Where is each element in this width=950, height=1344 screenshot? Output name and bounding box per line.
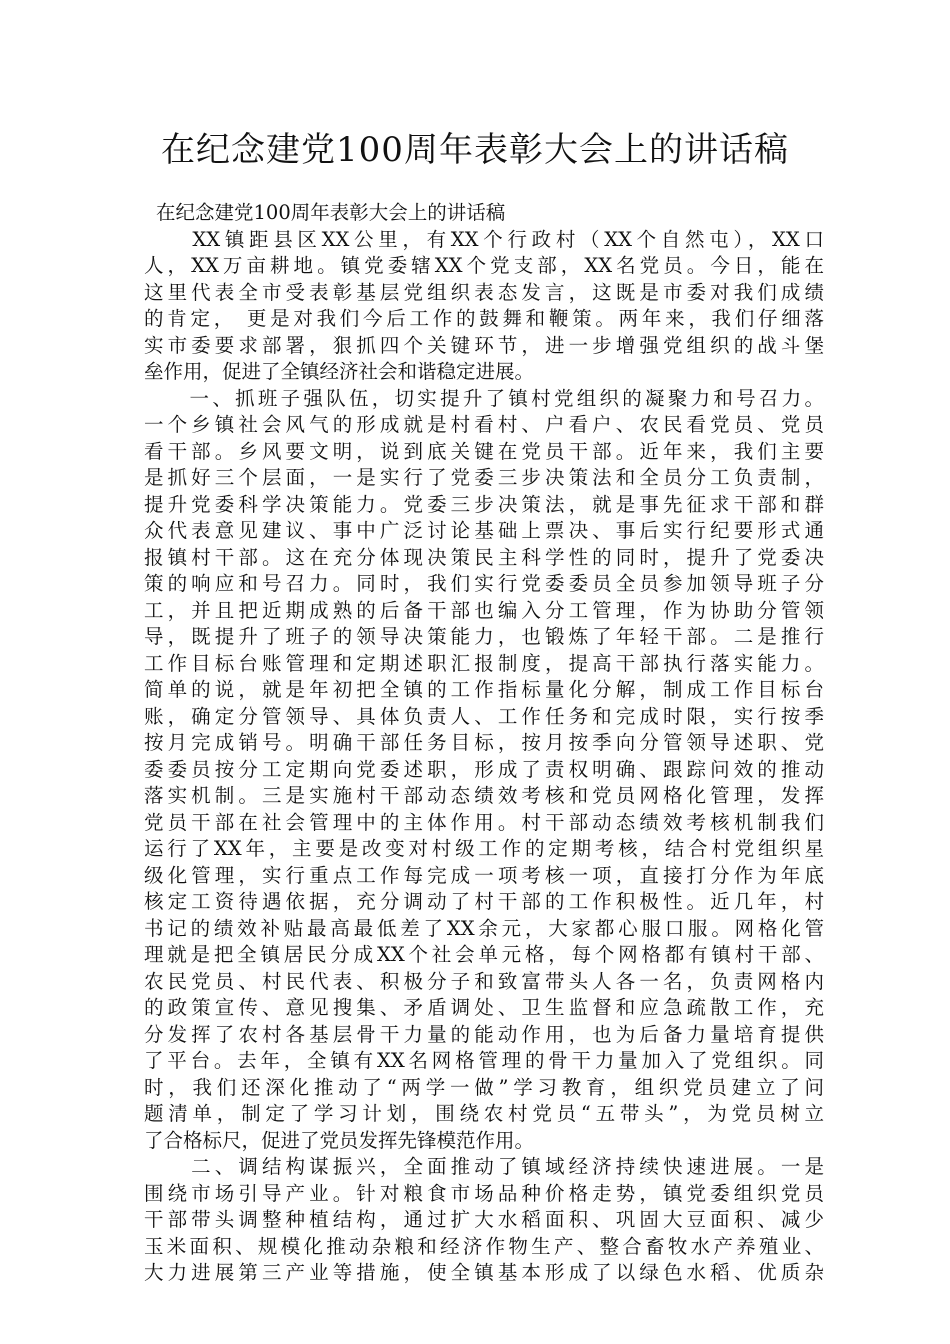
paragraph-line: 垒作用，促进了全镇经济社会和谐稳定进展。 <box>144 360 535 383</box>
paragraph-line: 按月完成销号。明确干部任务目标，按月按季向分管领导述职、党 <box>144 731 824 754</box>
paragraph-line: 账，确定分管领导、具体负责人、工作任务和完成时限，实行按季 <box>144 704 824 728</box>
paragraph-line: 落实机制。三是实施村干部动态绩效考核和党员网格化管理，发挥 <box>144 784 824 807</box>
paragraph-line: 理就是把全镇居民分成XX个社会单元格，每个网格都有镇村干部、 <box>144 943 824 966</box>
paragraph-line: 二、调结构谋振兴，全面推动了镇域经济持续快速进展。一是 <box>144 1155 824 1178</box>
paragraph-line: 工作目标台账管理和定期述职汇报制度，提高干部执行落实能力。 <box>144 651 824 675</box>
paragraph-line: 分发挥了农村各基层骨干力量的能动作用，也为后备力量培育提供 <box>144 1022 824 1046</box>
paragraph-line: 人，XX万亩耕地。镇党委辖XX个党支部，XX名党员。今日，能在 <box>144 254 824 277</box>
paragraph-line: 时，我们还深化推动了“两学一做”学习教育，组织党员建立了问 <box>144 1075 824 1099</box>
paragraph-line: 大力进展第三产业等措施，使全镇基本形成了以绿色水稻、优质杂 <box>144 1261 824 1284</box>
paragraph-line: 题清单，制定了学习计划，围绕农村党员“五带头”，为党员树立 <box>144 1102 824 1125</box>
paragraph-line: 了合格标尺，促进了党员发挥先锋模范作用。 <box>144 1128 535 1152</box>
paragraph-line: 农民党员、村民代表、积极分子和致富带头人各一名，负责网格内 <box>144 969 824 993</box>
paragraph-line: 报镇村干部。这在充分体现决策民主科学性的同时，提升了党委决 <box>144 545 824 569</box>
paragraph-line: 这里代表全市受表彰基层党组织表态发言，这既是市委对我们成绩 <box>144 280 824 304</box>
paragraph-line: 核定工资待遇依据，充分调动了村干部的工作积极性。近几年，村 <box>144 890 824 913</box>
paragraph-line: 导，既提升了班子的领导决策能力，也锻炼了年轻干部。二是推行 <box>144 625 824 648</box>
paragraph-line: 是抓好三个层面，一是实行了党委三步决策法和全员分工负责制， <box>144 466 824 489</box>
paragraph-line: 策的响应和号召力。同时，我们实行党委委员全员参加领导班子分 <box>144 572 824 595</box>
paragraph-line: 一、抓班子强队伍，切实提升了镇村党组织的凝聚力和号召力。 <box>144 386 824 410</box>
paragraph-line: 书记的绩效补贴最高最低差了XX余元，大家都心服口服。网格化管 <box>144 916 824 940</box>
paragraph-line: 运行了XX年，主要是改变对村级工作的定期考核，结合村党组织星 <box>144 837 824 860</box>
paragraph-line: XX镇距县区XX公里，有XX个行政村（XX个自然屯），XX口 <box>144 227 824 251</box>
paragraph-line: 看干部。乡风要文明，说到底关键在党员干部。近年来，我们主要 <box>144 439 824 463</box>
paragraph-line: 党员干部在社会管理中的主体作用。村干部动态绩效考核机制我们 <box>144 810 824 834</box>
paragraph-line: 一个乡镇社会风气的形成就是村看村、户看户、农民看党员、党员 <box>144 413 824 436</box>
paragraph-line: 简单的说，就是年初把全镇的工作指标量化分解，制成工作目标台 <box>144 678 824 701</box>
paragraph-line: 众代表意见建议、事中广泛讨论基础上票决、事后实行纪要形式通 <box>144 519 824 542</box>
paragraph-line: 的政策宣传、意见搜集、矛盾调处、卫生监督和应急疏散工作，充 <box>144 996 824 1019</box>
paragraph-line: 玉米面积、规模化推动杂粮和经济作物生产、整合畜牧水产养殖业、 <box>144 1234 824 1258</box>
document-title: 在纪念建党100周年表彰大会上的讲话稿 <box>161 130 789 170</box>
paragraph-line: 级化管理，实行重点工作每完成一项考核一项，直接打分作为年底 <box>144 863 824 887</box>
paragraph-line: 了平台。去年，全镇有XX名网格管理的骨干力量加入了党组织。同 <box>144 1049 824 1072</box>
paragraph-line: 干部带头调整种植结构，通过扩大水稻面积、巩固大豆面积、减少 <box>144 1208 824 1231</box>
paragraph-line: 实市委要求部署，狠抓四个关键环节，进一步增强党组织的战斗堡 <box>144 333 824 357</box>
document-subtitle: 在纪念建党100周年表彰大会上的讲话稿 <box>156 201 506 224</box>
paragraph-line: 提升党委科学决策能力。党委三步决策法，就是事先征求干部和群 <box>144 492 824 516</box>
paragraph-line: 委委员按分工定期向党委述职，形成了责权明确、跟踪问效的推动 <box>144 757 824 781</box>
paragraph-line: 工，并且把近期成熟的后备干部也编入分工管理，作为协助分管领 <box>144 598 824 622</box>
document-body <box>144 200 824 1287</box>
paragraph-line: 围绕市场引导产业。针对粮食市场品种价格走势，镇党委组织党员 <box>144 1181 824 1205</box>
paragraph-line: 的肯定， 更是对我们今后工作的鼓舞和鞭策。两年来，我们仔细落 <box>144 307 824 330</box>
